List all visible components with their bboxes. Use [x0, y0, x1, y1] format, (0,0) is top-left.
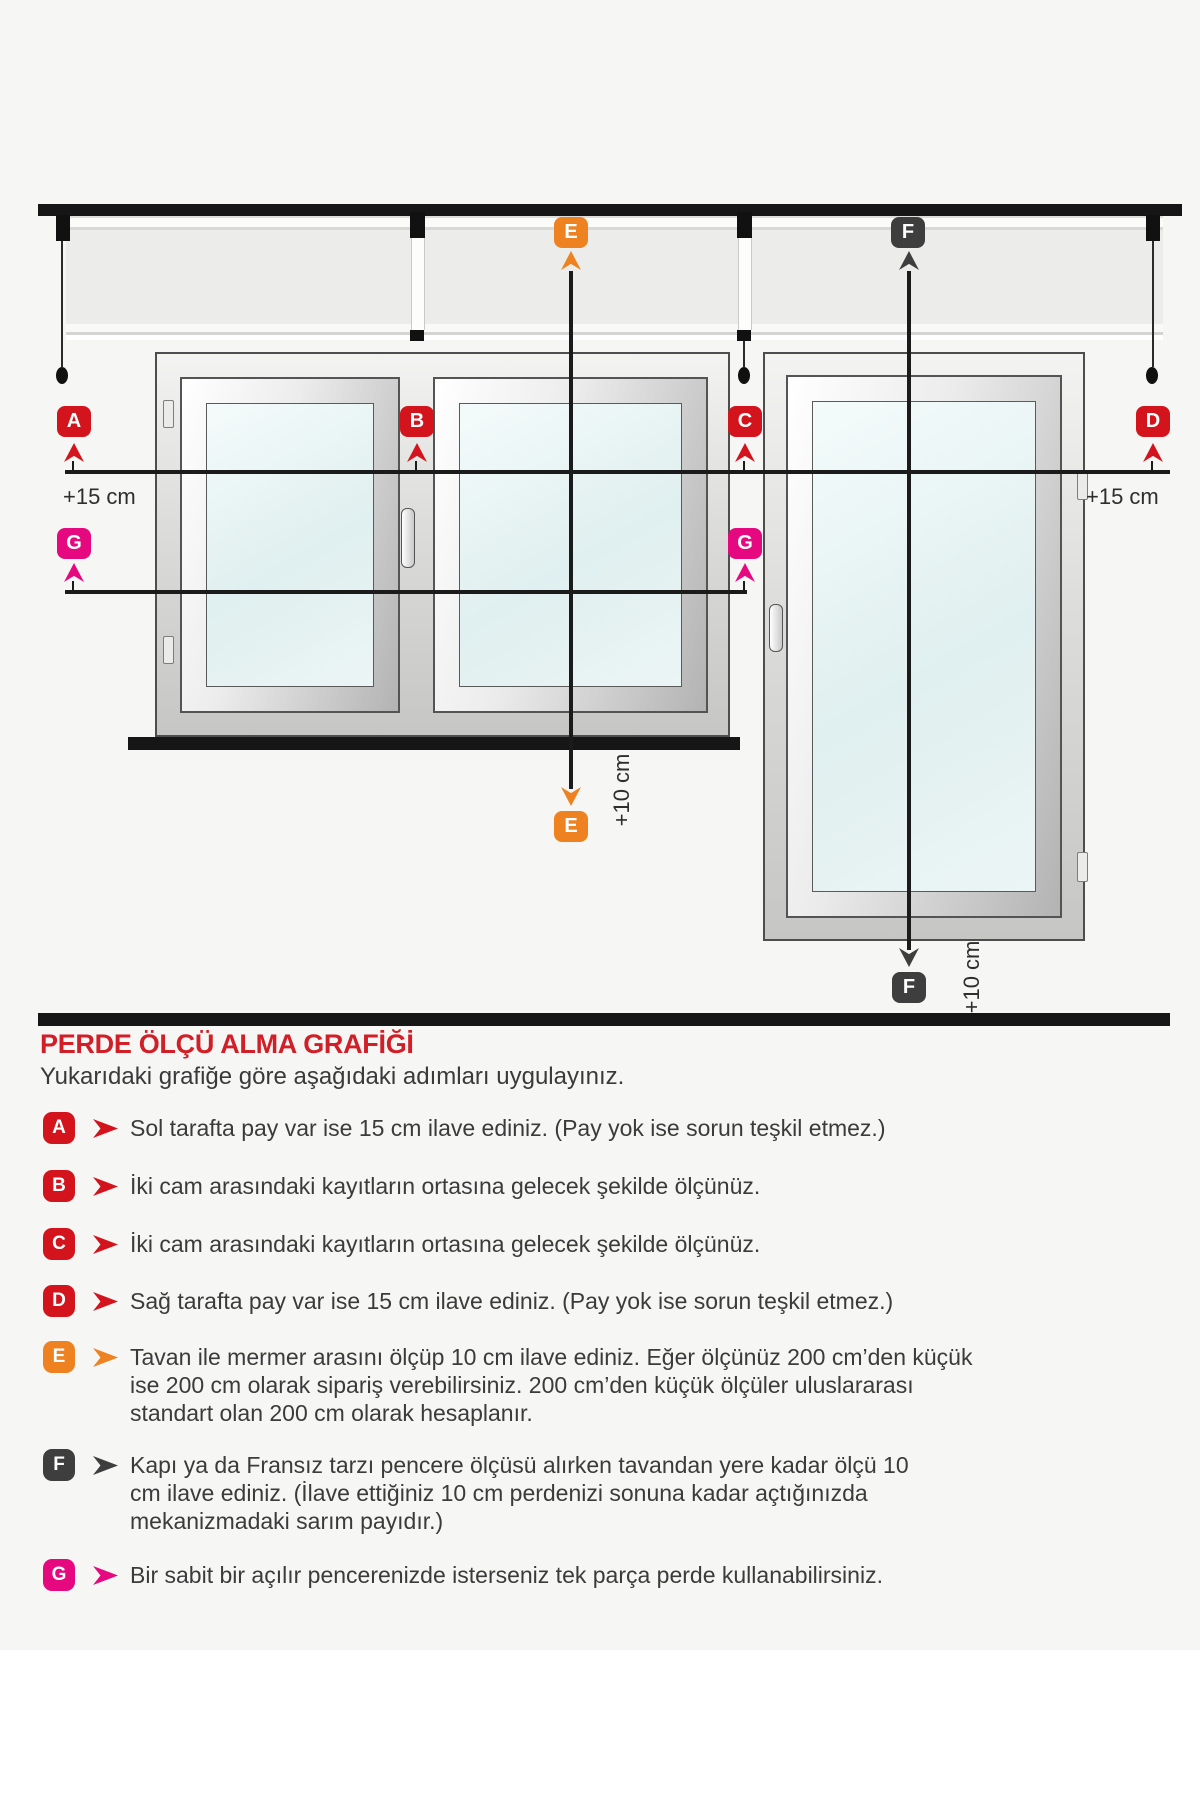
- marker-e-bottom: [554, 811, 588, 842]
- arrow-stem: [743, 461, 745, 470]
- plus10-e-label: +10 cm: [609, 753, 634, 827]
- arrow-stem: [415, 461, 417, 470]
- legend-badge-c: [43, 1228, 75, 1260]
- pull-cord-junction: [743, 341, 745, 367]
- marker-g-label: G: [66, 532, 82, 554]
- arrow-stem: [72, 461, 74, 470]
- legend-badge-e: [43, 1341, 75, 1373]
- marker-b-label: B: [409, 410, 425, 432]
- marker-e-label: E: [564, 815, 578, 837]
- rail-foot-mullion: [410, 330, 424, 341]
- legend-badge-f: [43, 1449, 75, 1481]
- cord-bead-junction: [738, 367, 750, 384]
- rail-bracket-left: [56, 215, 70, 241]
- rail-foot-junction: [737, 330, 751, 341]
- marker-f-label: F: [902, 976, 916, 998]
- marker-f-top: [891, 217, 925, 248]
- cord-bead-left: [56, 367, 68, 384]
- legend-badge-d-label: D: [52, 1290, 66, 1311]
- page-subtitle: Yukarıdaki grafiğe göre aşağıdaki adımları uygulayınız.: [40, 1063, 625, 1090]
- legend-text-e: Tavan ile mermer arasını ölçüp 10 cm ilave ediniz. Eğer ölçünüz 200 cm’den küçük ise 200 cm olarak sipariş verebilirsiniz. 200 cm’den küçük ölçüler uluslararası standart olan 200 cm olarak hesaplanır.: [130, 1344, 973, 1426]
- marker-e-label: E: [564, 221, 578, 243]
- rail-bracket-junction: [737, 212, 752, 238]
- legend-text-a: Sol tarafta pay var ise 15 cm ilave ediniz. (Pay yok ise sorun teşkil etmez.): [130, 1115, 886, 1141]
- left-window-sash-1: [180, 377, 400, 713]
- marker-g-right: [728, 528, 762, 559]
- marker-b: [400, 406, 434, 437]
- legend-badge-b-label: B: [52, 1175, 66, 1196]
- pull-cord-left: [61, 241, 63, 367]
- page-title: PERDE ÖLÇÜ ALMA GRAFİĞİ: [40, 1029, 414, 1059]
- legend-text-c: İki cam arasındaki kayıtların ortasına gelecek şekilde ölçünüz.: [130, 1231, 761, 1257]
- marker-c-label: C: [737, 410, 753, 432]
- width-measure-line-g: [65, 590, 747, 594]
- legend-badge-g-label: G: [51, 1564, 67, 1585]
- legend-badge-a: [43, 1112, 75, 1144]
- hinge-icon: [163, 400, 174, 428]
- legend-badge-a-label: A: [52, 1117, 66, 1138]
- legend-badge-f-label: F: [53, 1454, 65, 1475]
- window-handle-icon: [401, 508, 415, 568]
- pull-cord-right: [1152, 241, 1154, 367]
- cord-bead-right: [1146, 367, 1158, 384]
- rail-gap-mullion: [411, 238, 425, 330]
- arrow-stem: [72, 581, 74, 590]
- plus10-f-label: +10 cm: [959, 940, 984, 1014]
- marker-a: [57, 406, 91, 437]
- arrow-stem: [743, 581, 745, 590]
- arrow-stem: [1151, 461, 1153, 470]
- marker-c: [728, 406, 762, 437]
- marker-g-label: G: [737, 532, 753, 554]
- marker-e-top: [554, 217, 588, 248]
- rail-bracket-right: [1146, 215, 1160, 241]
- height-measure-line-e: [569, 271, 573, 789]
- rail-gap-junction: [738, 238, 752, 330]
- legend-badge-e-label: E: [52, 1346, 66, 1367]
- legend-badge-d: [43, 1285, 75, 1317]
- legend-badge-b: [43, 1170, 75, 1202]
- french-window-glass: [812, 401, 1036, 892]
- ceiling-bar: [38, 204, 1182, 216]
- legend-text-g: Bir sabit bir açılır pencerenizde isterseniz tek parça perde kullanabilirsiniz.: [130, 1562, 883, 1588]
- hinge-icon: [1077, 852, 1088, 882]
- plus15-right-label: +15 cm: [1086, 484, 1159, 509]
- legend-text-b: İki cam arasındaki kayıtların ortasına gelecek şekilde ölçünüz.: [130, 1173, 761, 1199]
- marker-g-left: [57, 528, 91, 559]
- curtain-rail: [66, 216, 1163, 340]
- rail-bracket-mullion: [410, 212, 425, 238]
- marker-f-bottom: [892, 972, 926, 1003]
- legend-text-d: Sağ tarafta pay var ise 15 cm ilave ediniz. (Pay yok ise sorun teşkil etmez.): [130, 1288, 894, 1314]
- hinge-icon: [163, 636, 174, 664]
- marble-sill: [128, 737, 740, 750]
- marker-f-label: F: [901, 221, 915, 243]
- marker-d-label: D: [1145, 410, 1161, 432]
- marker-d: [1136, 406, 1170, 437]
- height-measure-line-f: [907, 271, 911, 950]
- legend-badge-g: [43, 1559, 75, 1591]
- marker-a-label: A: [66, 410, 82, 432]
- width-measure-line-ad: [65, 470, 1170, 474]
- plus15-left-label: +15 cm: [63, 484, 136, 509]
- legend-badge-c-label: C: [52, 1233, 66, 1254]
- window-handle-icon: [769, 604, 783, 652]
- left-window-glass-1: [206, 403, 374, 687]
- legend-text-f: Kapı ya da Fransız tarzı pencere ölçüsü alırken tavandan yere kadar ölçü 10 cm ilave ediniz. (İlave ettiğiniz 10 cm perdenizi sonuna kadar açtığınızda mekanizmadaki sarım payıdır.): [130, 1452, 909, 1534]
- french-window-sash: [786, 375, 1062, 918]
- section-divider: [38, 1013, 1170, 1026]
